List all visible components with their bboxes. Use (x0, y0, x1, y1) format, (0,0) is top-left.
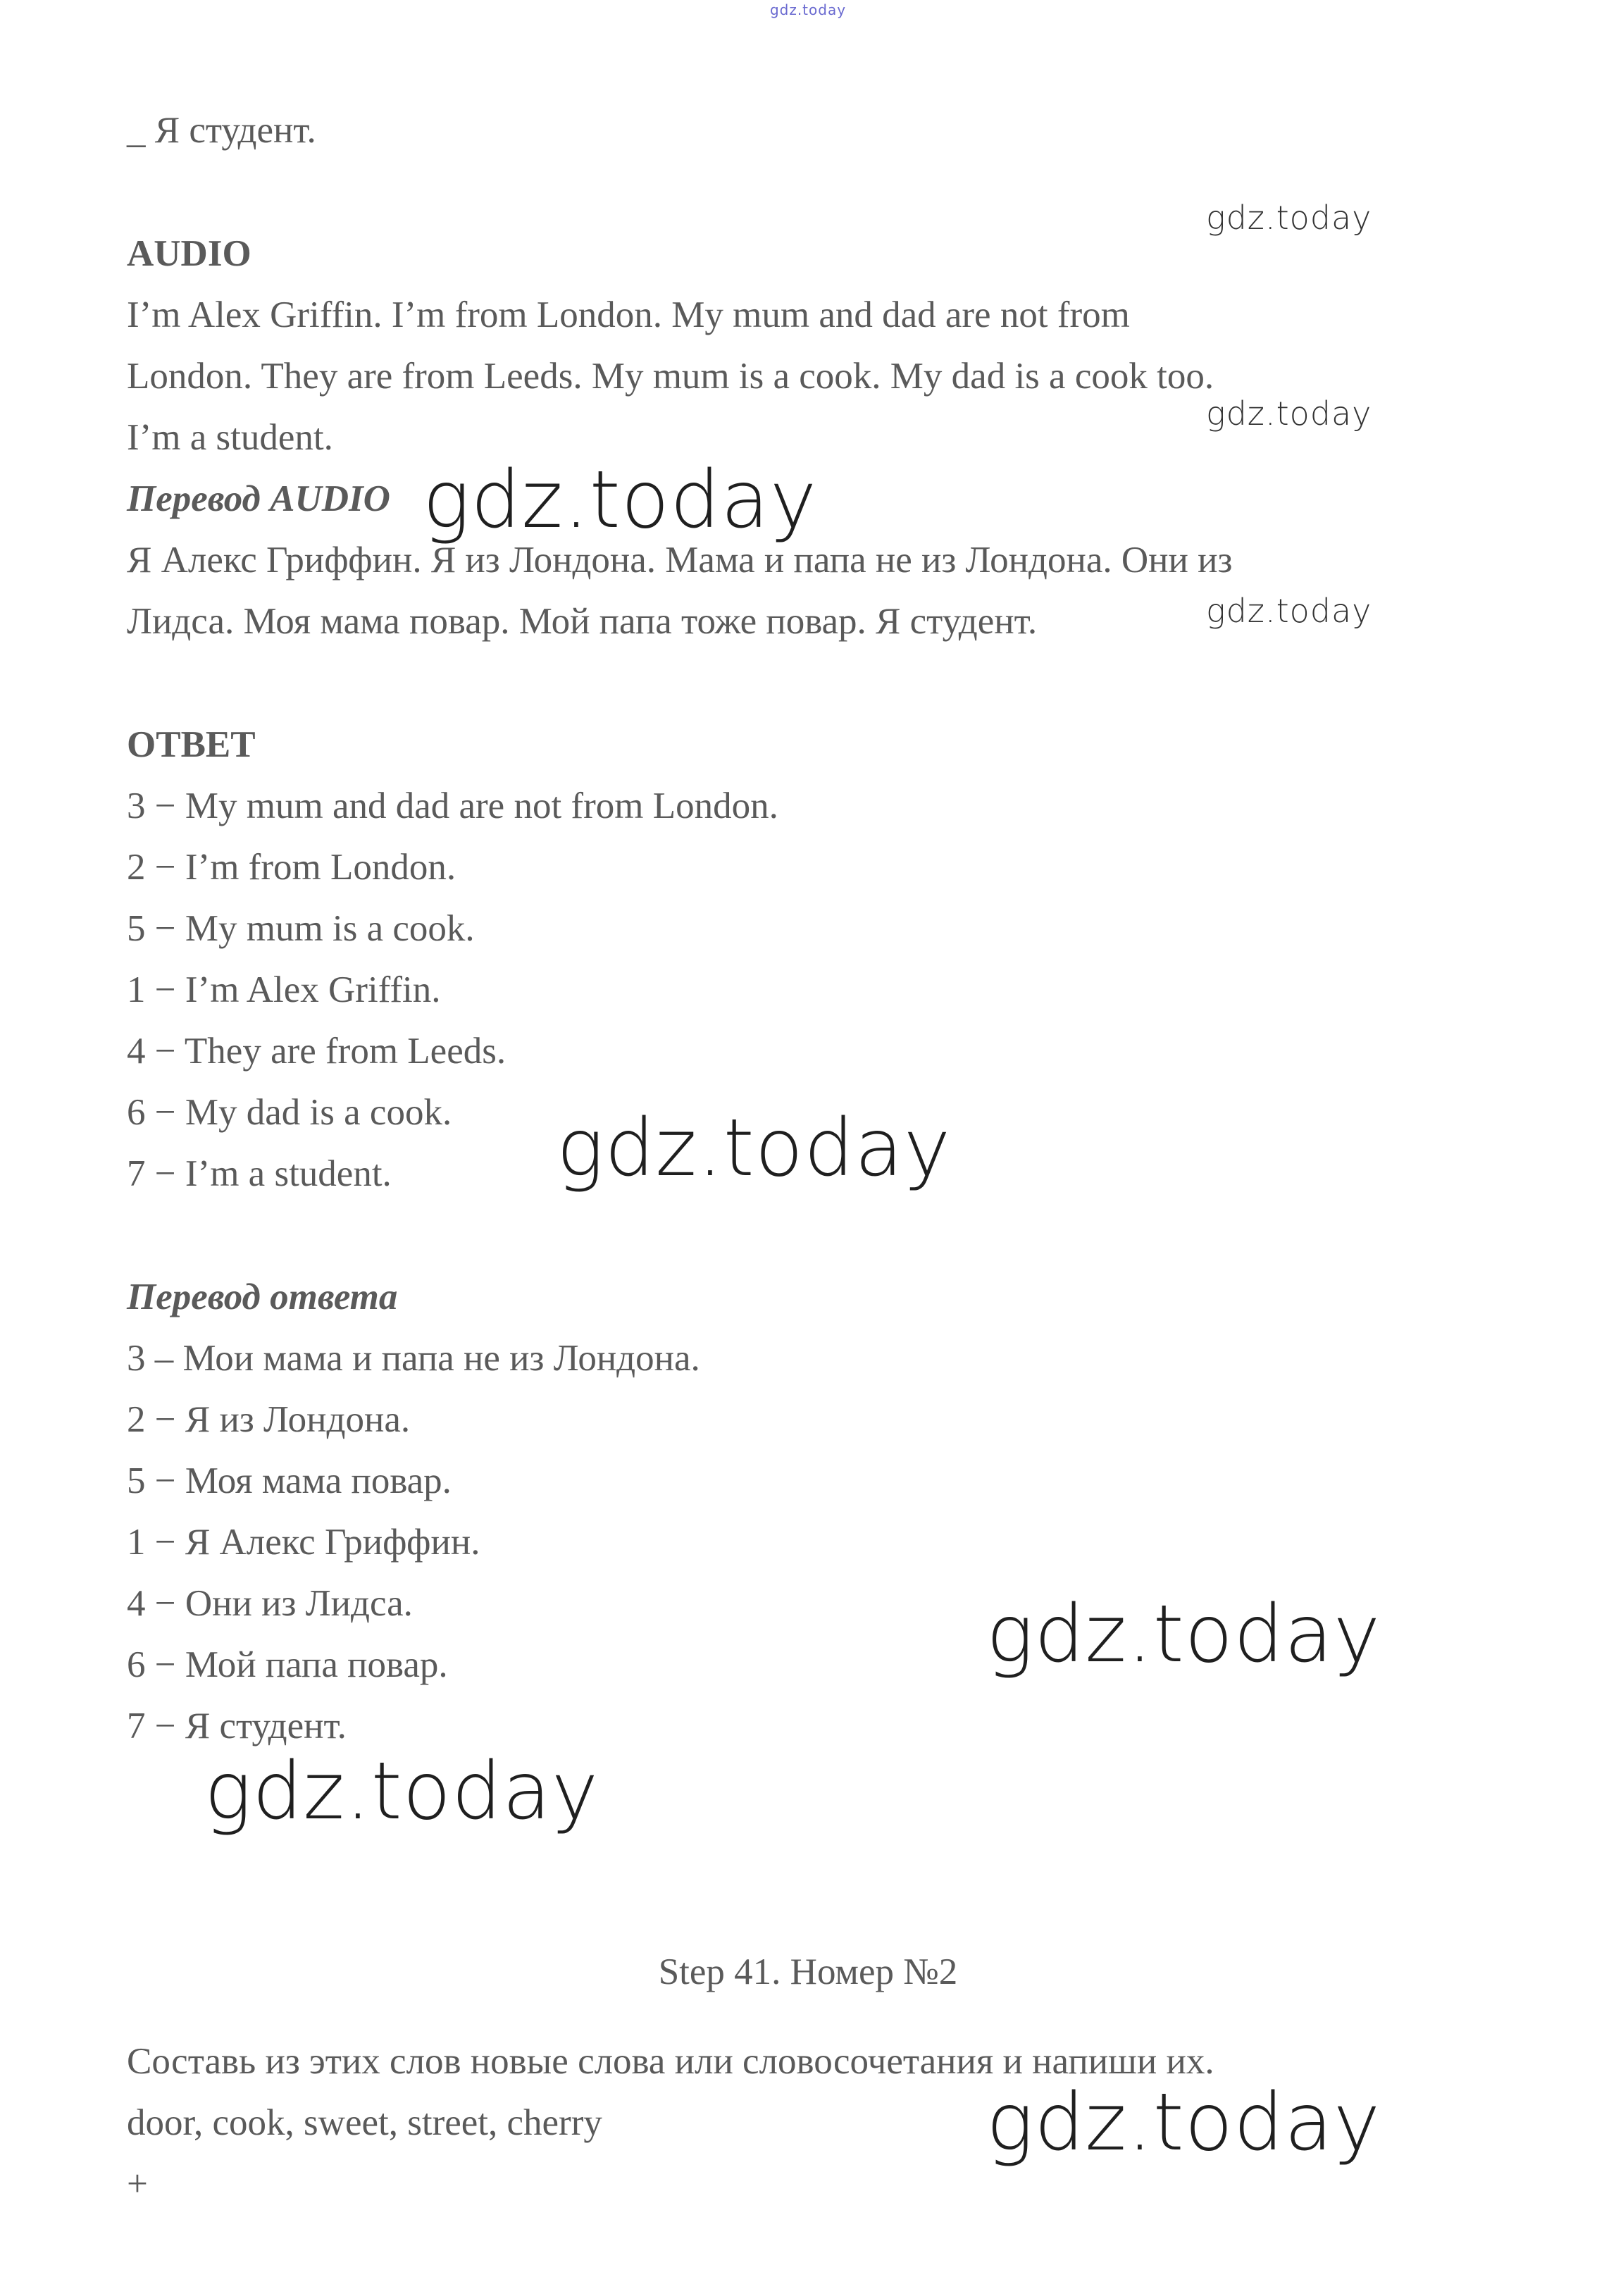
intro-line: _ Я студент. (127, 110, 316, 151)
answer-translation-item: 3 – Мои мама и папа не из Лондона. (127, 1338, 700, 1379)
answer-item: 7 − I’m a student. (127, 1153, 392, 1194)
audio-heading: AUDIO (127, 233, 251, 274)
plus-mark: + (127, 2164, 148, 2204)
watermark: gdz.today (1206, 199, 1372, 237)
audio-translation-line-2: Лидса. Моя мама повар. Мой папа тоже повар. Я студент. (127, 601, 1038, 642)
answer-translation-item: 5 − Моя мама повар. (127, 1460, 452, 1501)
watermark: gdz.today (1206, 395, 1372, 433)
watermark: gdz.today (557, 1103, 952, 1194)
answer-item: 1 − I’m Alex Griffin. (127, 969, 441, 1010)
answer-item: 2 − I’m from London. (127, 847, 456, 888)
answer-item: 6 − My dad is a cook. (127, 1092, 452, 1133)
answer-item: 3 − My mum and dad are not from London. (127, 786, 778, 826)
audio-translation-line-1: Я Алекс Гриффин. Я из Лондона. Мама и папа не из Лондона. Они из (127, 540, 1233, 581)
answer-heading: ОТВЕТ (127, 724, 256, 765)
watermark: gdz.today (986, 2077, 1381, 2168)
answer-translation-item: 6 − Мой папа повар. (127, 1644, 448, 1685)
task-words: door, cook, sweet, street, cherry (127, 2102, 602, 2143)
watermark: gdz.today (204, 1746, 599, 1837)
audio-line-2: London. They are from Leeds. My mum is a cook. My dad is a cook too. (127, 356, 1214, 397)
watermark: gdz.today (1206, 592, 1372, 630)
watermark: gdz.today (986, 1589, 1381, 1680)
audio-line-1: I’m Alex Griffin. I’m from London. My mum and dad are not from (127, 294, 1130, 335)
answer-translation-item: 4 − Они из Лидса. (127, 1583, 413, 1624)
answer-translation-item: 1 − Я Алекс Гриффин. (127, 1522, 480, 1563)
audio-line-3: I’m a student. (127, 417, 333, 458)
audio-translation-heading: Перевод AUDIO (127, 478, 390, 519)
header-watermark: gdz.today (769, 1, 847, 18)
task-text: Составь из этих слов новые слова или словосочетания и напиши их. (127, 2041, 1214, 2082)
watermark: gdz.today (423, 454, 818, 546)
answer-translation-item: 7 − Я студент. (127, 1706, 347, 1746)
answer-item: 4 − They are from Leeds. (127, 1031, 506, 1072)
answer-translation-heading: Перевод ответа (127, 1277, 398, 1317)
answer-translation-item: 2 − Я из Лондона. (127, 1399, 411, 1440)
step-title: Step 41. Номер №2 (658, 1951, 958, 1992)
answer-item: 5 − My mum is a cook. (127, 908, 475, 949)
